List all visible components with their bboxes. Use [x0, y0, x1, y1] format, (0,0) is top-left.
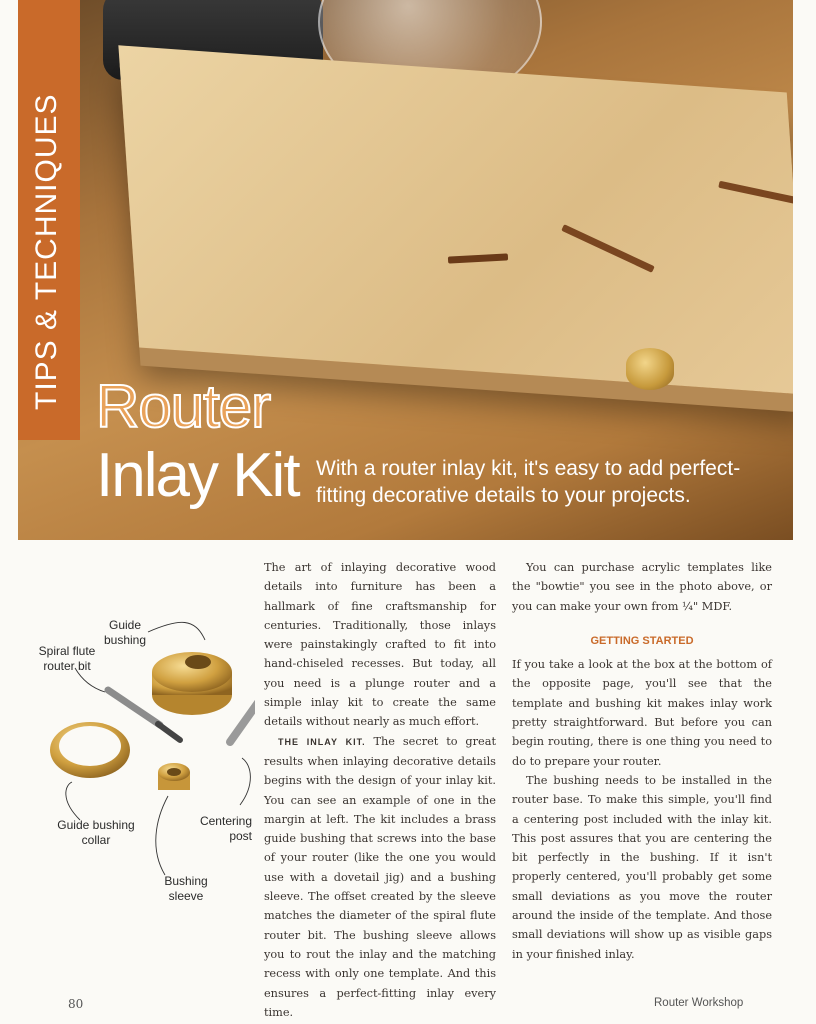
- paragraph-text: The secret to great results when inlaying decorative details begins with the design of your inlay kit. You can see an example of one in the margin at left. The kit includes a brass guide bushing that screws into the base of your router (like the one you would use with a dovetail jig) and a bushing sleeve. The offset created by the sleeve matches the diameter of the spiral flute router bit. The bushing sleeve allows you to rout the inlay and the matching recess with only one template. And this ensures a perfect-fitting inlay every time.: [264, 734, 497, 1019]
- guide-bushing-collar-part: [50, 722, 130, 778]
- paragraph: You can purchase acrylic templates like the "bowtie" you see in the photo above, or you can make your own from ¼" MDF.: [512, 561, 772, 613]
- workpiece-board: [118, 45, 793, 394]
- title-subtitle: With a router inlay kit, it's easy to add perfect-fitting decorative details to your projects.: [316, 457, 741, 507]
- runin-heading: THE INLAY KIT.: [278, 736, 366, 747]
- page-number: 80: [68, 997, 84, 1011]
- label-guide-bushing: Guide bushing: [103, 618, 147, 647]
- paragraph: If you take a look at the box at the bottom of the opposite page, you'll see that the template and bushing kit makes inlay work pretty straightforward. But before you can begin routing, there is one thing you need to do to prepare your router.: [512, 658, 772, 768]
- inlay-kit-illustration: [30, 600, 255, 920]
- label-bushing-sleeve: Bushing sleeve: [164, 874, 208, 903]
- section-label: TIPS & TECHNIQUES: [30, 93, 63, 410]
- title-line-2: Inlay Kit: [96, 441, 299, 510]
- publication-name: Router Workshop: [654, 997, 744, 1009]
- article-column-1: [264, 558, 496, 1022]
- paragraph: The bushing needs to be installed in the router base. To make this simple, you'll find a centering post included with the inlay kit. This post assures that you are centering the bit perfectly in the bushing. If it isn't properly centered, you'll probably get some small deviations as you move the router around the inside of the template. And those small deviations will show up as visible gaps in your finished inlay.: [512, 773, 772, 961]
- label-centering-post: Centering post: [199, 814, 252, 843]
- guide-bushing-part: [152, 652, 232, 715]
- paragraph: [264, 732, 496, 1022]
- article-column-2: [512, 558, 772, 964]
- title-line-1: Router: [96, 373, 271, 440]
- label-spiral-flute-bit: Spiral flute router bit: [38, 644, 96, 673]
- brass-centering-post: [626, 348, 674, 390]
- centering-post-part: [230, 680, 255, 742]
- section-heading: GETTING STARTED: [590, 634, 694, 647]
- bushing-sleeve-part: [158, 763, 190, 790]
- paragraph: The art of inlaying decorative wood details into furniture has been a hallmark of fine craftsmanship for centuries. Traditionally, those inlays were painstakingly crafted to fit into hand-chiseled recesses. But today, all you need is a plunge router and a simple inlay kit to create the same details without nearly as much effort.: [264, 561, 496, 729]
- label-guide-bushing-collar: Guide bushing collar: [57, 818, 135, 847]
